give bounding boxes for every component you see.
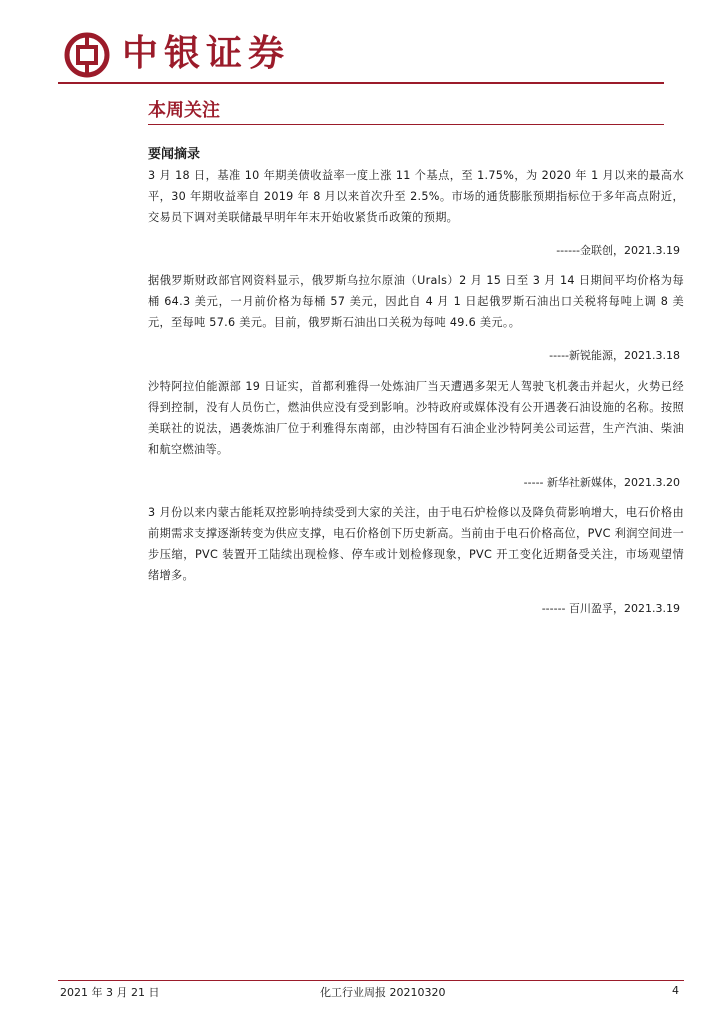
news-item	[148, 376, 684, 490]
section-divider	[148, 124, 664, 125]
news-item	[148, 270, 684, 363]
page-number: 4	[672, 984, 679, 997]
section-title: 本周关注	[148, 100, 220, 121]
news-source: ----- 新华社新媒体，2021.3.20	[523, 476, 680, 489]
subheading: 要闻摘录	[148, 147, 201, 162]
bank-of-china-logo-icon	[64, 32, 110, 78]
footer-report-title: 化工行业周报 20210320	[320, 986, 446, 999]
brand-name: 中银证券	[122, 33, 291, 74]
news-source: -----新锐能源，2021.3.18	[549, 349, 680, 362]
news-item	[148, 502, 684, 616]
news-source: ------金联创，2021.3.19	[556, 244, 680, 257]
news-item	[148, 165, 684, 258]
news-source: ------ 百川盈孚，2021.3.19	[541, 602, 680, 615]
page-header	[58, 26, 664, 82]
news-text: 3 月 18 日，基准 10 年期美债收益率一度上涨 11 个基点，至 1.75%，为 2020 年 1 月以来的最高水平，30 年期收益率自 2019 年 8 月以来首次升至 2.5%。市场的通货膨胀预期指标位于多年高点附近，交易员下调对美联储最早明年年末开始收紧货币政策的预期。	[148, 169, 684, 224]
news-text: 沙特阿拉伯能源部 19 日证实，首都利雅得一处炼油厂当天遭遇多架无人驾驶飞机袭击并起火，火势已经得到控制，没有人员伤亡，燃油供应没有受到影响。沙特政府或媒体没有公开遇袭石油设施的名称。按照美联社的说法，遇袭炼油厂位于利雅得东南部，由沙特国有石油企业沙特阿美公司运营，生产汽油、柴油和航空燃油等。	[148, 380, 684, 456]
news-text: 据俄罗斯财政部官网资料显示，俄罗斯乌拉尔原油（Urals）2 月 15 日至 3 月 14 日期间平均价格为每桶 64.3 美元，一月前价格为每桶 57 美元，因此自 4 月 1 日起俄罗斯石油出口关税将每吨上调 8 美元，至每吨 57.6 美元。目前，俄罗斯石油出口关税为每吨 49.6 美元。。	[148, 274, 684, 329]
footer-divider	[58, 980, 684, 981]
news-text: 3 月份以来内蒙古能耗双控影响持续受到大家的关注，由于电石炉检修以及降负荷影响增大，电石价格由前期需求支撑逐渐转变为供应支撑，电石价格创下历史新高。当前由于电石价格高位，PVC 利润空间进一步压缩，PVC 装置开工陆续出现检修、停车或计划检修现象，PVC 开工变化近期备受关注，市场观望情绪增多。	[148, 506, 684, 582]
header-divider	[58, 82, 664, 84]
footer-date: 2021 年 3 月 21 日	[60, 986, 160, 999]
